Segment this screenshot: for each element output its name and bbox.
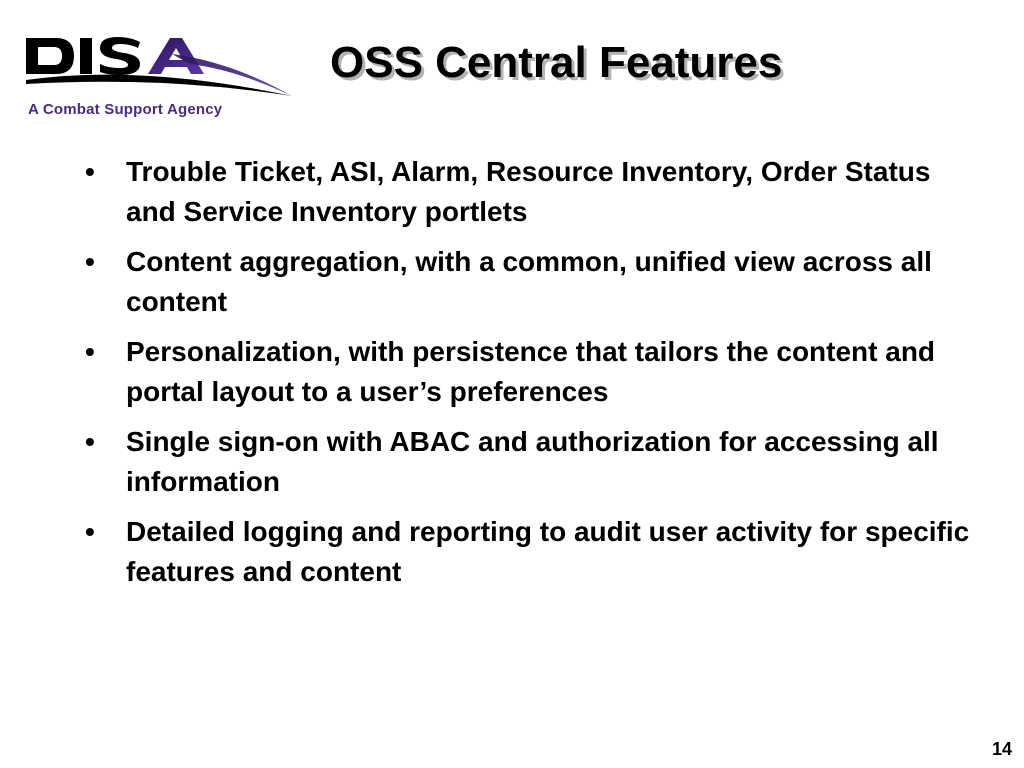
bullet-text: Trouble Ticket, ASI, Alarm, Resource Inventory, Order Status and Service Inventory portlets <box>126 156 931 227</box>
disa-wordmark-icon <box>22 30 294 100</box>
bullet-text: Single sign-on with ABAC and authorization for accessing all information <box>126 426 939 497</box>
disa-logo <box>22 30 294 122</box>
bullet-text: Content aggregation, with a common, unified view across all content <box>126 246 932 317</box>
list-item <box>85 242 985 322</box>
bullet-text: Personalization, with persistence that tailors the content and portal layout to a user’s preferences <box>126 336 936 407</box>
bullet-icon: • <box>85 156 95 187</box>
list-item <box>85 422 985 502</box>
bullet-icon: • <box>85 246 95 277</box>
feature-bullet-list <box>85 152 985 602</box>
list-item <box>85 152 985 232</box>
bullet-icon: • <box>85 336 95 367</box>
agency-tagline: A Combat Support Agency <box>28 101 223 118</box>
list-item <box>85 512 985 592</box>
slide-title: OSS Central Features <box>330 38 783 87</box>
bullet-text: Detailed logging and reporting to audit user activity for specific features and content <box>126 516 970 587</box>
page-number: 14 <box>991 739 1012 759</box>
bullet-icon: • <box>85 516 95 547</box>
bullet-icon: • <box>85 426 95 457</box>
list-item <box>85 332 985 412</box>
